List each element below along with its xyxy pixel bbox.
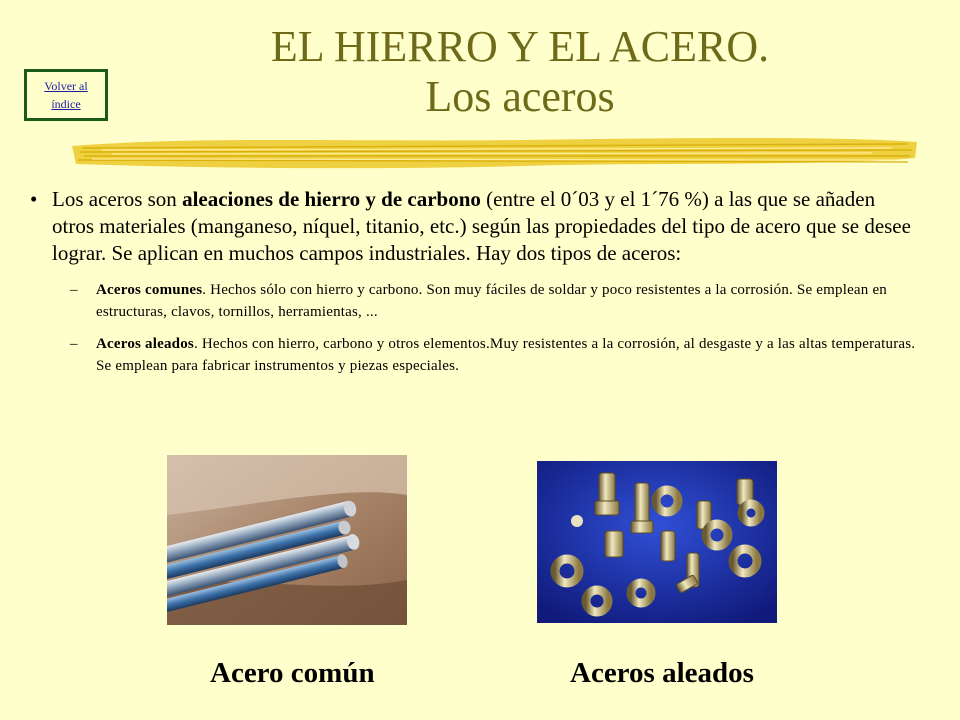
title-line-2: Los aceros: [425, 72, 615, 121]
back-to-index-box: [24, 69, 108, 121]
caption-common-steel: Acero común: [210, 657, 375, 689]
content-body: [26, 186, 916, 377]
page-title: [170, 22, 870, 122]
decorative-brush-stroke: [72, 132, 917, 176]
dash-icon: –: [70, 336, 78, 352]
intro-bullet: • Los aceros son aleaciones de hierro y de carbono (entre el 0´03 y el 1´76 %) a las que se añaden otros materiales (manganeso, níquel, titanio, etc.) según las propiedades del tipo de acero que se desee lograr. Se aplican en muchos campos industriales. Hay dos tipos de aceros:: [30, 187, 911, 265]
type-item-alloy: – Aceros aleados. Hechos con hierro, carbono y otros elementos.Muy resistentes a la corrosión, al desgaste y a las altas temperaturas. Se emplean para fabricar instrumentos y piezas especiales.: [26, 333, 916, 377]
alloy-steel-photo: [537, 461, 777, 623]
back-to-index-link[interactable]: Volver al índice: [44, 79, 88, 111]
intro-bold: aleaciones de hierro y de carbono: [182, 187, 481, 211]
bullet-icon: •: [30, 187, 38, 211]
dash-icon: –: [70, 282, 78, 298]
common-steel-photo: [167, 455, 407, 625]
caption-alloy-steel: Aceros aleados: [570, 657, 754, 689]
type-item-common: – Aceros comunes. Hechos sólo con hierro y carbono. Son muy fáciles de soldar y poco resistentes a la corrosión. Se emplean en estructuras, clavos, tornillos, herramientas, ...: [26, 279, 916, 323]
title-line-1: EL HIERRO Y EL ACERO.: [270, 22, 770, 71]
